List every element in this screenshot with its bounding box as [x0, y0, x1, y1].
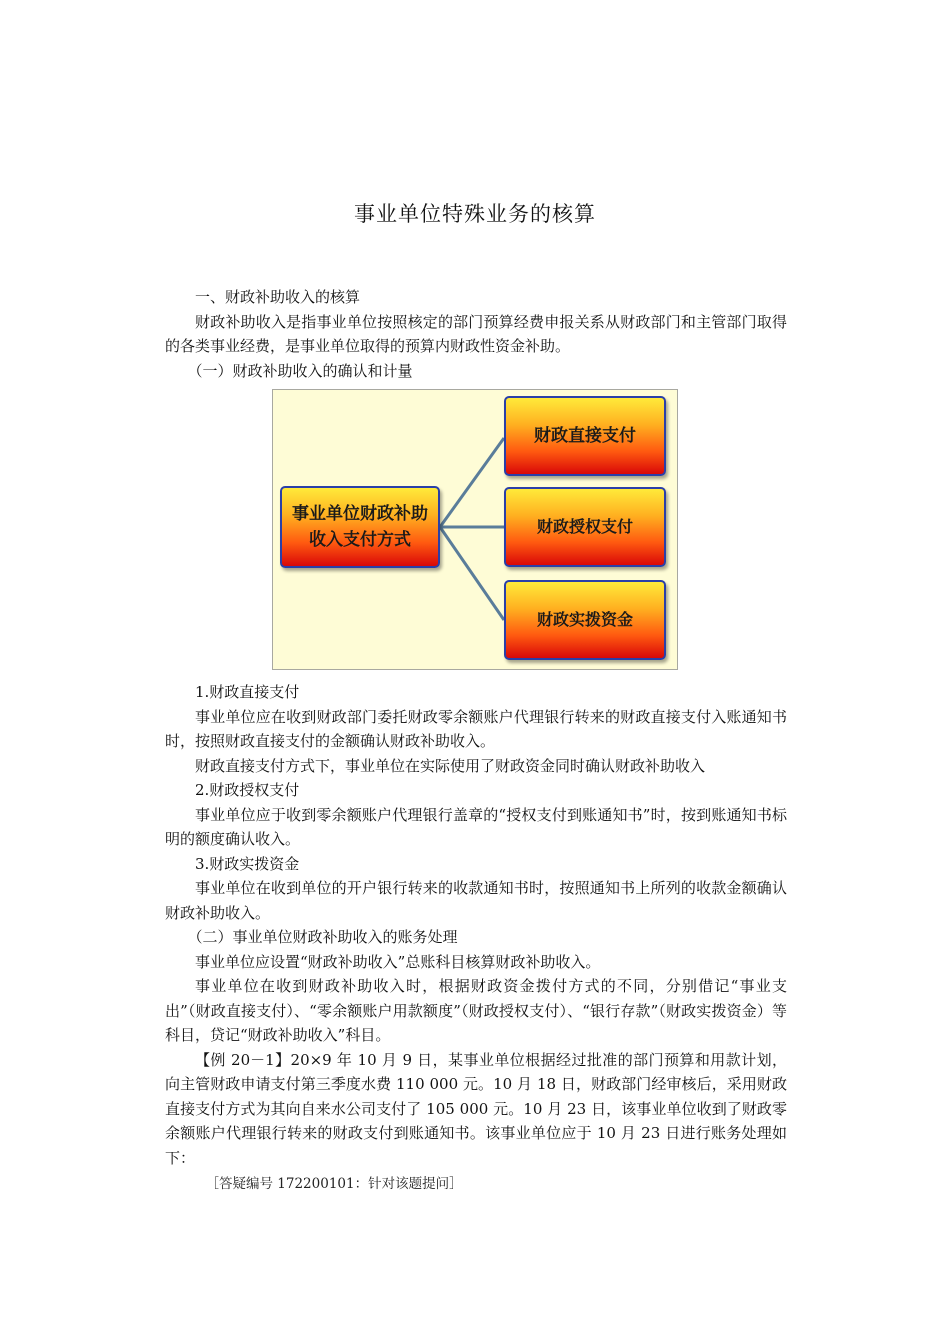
connector-line-1: [440, 438, 504, 527]
document-body: [165, 285, 787, 1197]
paragraph: 事业单位在收到财政补助收入时，根据财政资金拨付方式的不同，分别借记“事业支出”（财政直接支付）、“零余额账户用款额度”（财政授权支付）、“银行存款”（财政实拨资金）等科目，贷记“财政补助收入”科目。: [165, 977, 787, 1044]
diagram-node-authorized-payment: 财政授权支付: [504, 487, 666, 567]
payment-methods-diagram: [272, 389, 678, 670]
paragraph-intro: 财政补助收入是指事业单位按照核定的部门预算经费申报关系从财政部门和主管部门取得的各类事业经费，是事业单位取得的预算内财政性资金补助。: [165, 312, 787, 355]
item-paragraph: 事业单位应于收到零余额账户代理银行盖章的“授权支付到账通知书”时，按到账通知书标明的额度确认收入。: [165, 805, 787, 848]
connector-line-3: [440, 527, 504, 620]
diagram-node-allocated-funds: 财政实拨资金: [504, 580, 666, 660]
diagram-main-node: 事业单位财政补助收入支付方式: [280, 486, 440, 568]
paragraph: 事业单位应设置“财政补助收入”总账科目核算财政补助收入。: [195, 952, 601, 971]
item-heading-2: 2.财政授权支付: [195, 781, 300, 799]
item-paragraph: 事业单位应在收到财政部门委托财政零余额账户代理银行转来的财政直接支付入账通知书时，按照财政直接支付的金额确认财政补助收入。: [165, 707, 787, 750]
item-heading-3: 3.财政实拨资金: [195, 854, 300, 873]
qa-reference-link[interactable]: ［答疑编号 172200101：针对该题提问］: [205, 1176, 463, 1192]
page-title: 事业单位特殊业务的核算: [354, 202, 596, 226]
section-heading: 一、财政补助收入的核算: [195, 288, 361, 306]
item-heading-1: 1.财政直接支付: [195, 683, 300, 701]
subsection-heading: （一）财政补助收入的确认和计量: [187, 361, 413, 380]
subsection-heading: （二）事业单位财政补助收入的账务处理: [187, 928, 458, 946]
item-paragraph: 财政直接支付方式下，事业单位在实际使用了财政资金同时确认财政补助收入: [195, 756, 706, 775]
item-paragraph: 事业单位在收到单位的开户银行转来的收款通知书时，按照通知书上所列的收款金额确认财政补助收入。: [165, 879, 787, 922]
diagram-node-direct-payment: 财政直接支付: [504, 396, 666, 476]
example-paragraph: 【例 20－1】20×9 年 10 月 9 日，某事业单位根据经过批准的部门预算和用款计划，向主管财政申请支付第三季度水费 110 000 元。10 月 18 日，财政部门经审核后，采用财政直接支付方式为其向自来水公司支付了 105 000 元。10 月 23 日，该事业单位收到了财政零余额账户代理银行转来的财政支付到账通知书。该事业单位应于 10 月 23 日进行账务处理如下：: [165, 1050, 787, 1167]
